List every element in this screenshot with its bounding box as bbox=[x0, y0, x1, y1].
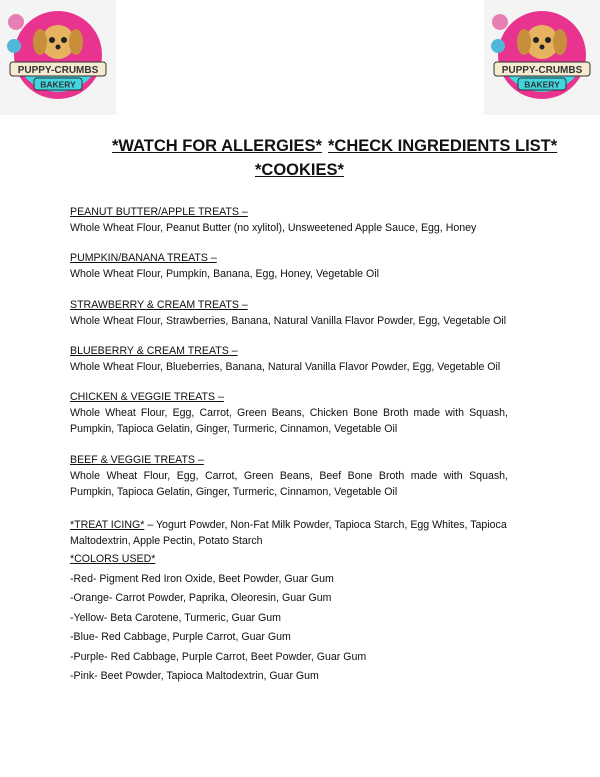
puppy-logo-icon bbox=[0, 0, 116, 115]
bakery-logo-right bbox=[484, 0, 600, 115]
section-ingredients: Whole Wheat Flour, Strawberries, Banana, Natural Vanilla Flavor Powder, Egg, Vegetable Oil bbox=[70, 315, 507, 327]
section-heading: PEANUT BUTTER/APPLE TREATS – bbox=[70, 206, 248, 218]
section-ingredients: Whole Wheat Flour, Peanut Butter (no xylitol), Unsweetened Apple Sauce, Egg, Honey bbox=[70, 222, 477, 234]
section-heading: BLUEBERRY & CREAM TREATS – bbox=[70, 345, 238, 357]
section-ingredients: Whole Wheat Flour, Egg, Carrot, Green Beans, Beef Bone Broth made with Squash, Pumpkin, Tapioca Gelatin, Ginger, Turmeric, Cinnamon, Vegetable Oil bbox=[70, 470, 508, 498]
puppy-logo-icon bbox=[484, 0, 600, 115]
color-item: -Orange- Carrot Powder, Paprika, Oleoresin, Guar Gum bbox=[70, 592, 332, 604]
section-ingredients: Whole Wheat Flour, Blueberries, Banana, Natural Vanilla Flavor Powder, Egg, Vegetable Oil bbox=[70, 361, 501, 373]
color-item: -Red- Pigment Red Iron Oxide, Beet Powder, Guar Gum bbox=[70, 573, 334, 585]
treat-section bbox=[70, 250, 508, 282]
icing-heading: *TREAT ICING* bbox=[70, 519, 145, 531]
treat-section bbox=[70, 452, 508, 500]
icing-ingredients: – Yogurt Powder, Non-Fat Milk Powder, Tapioca Starch, Egg Whites, Tapioca Maltodextrin, Apple Pectin, Potato Starch bbox=[70, 519, 507, 547]
treat-section bbox=[70, 297, 508, 329]
color-item: -Pink- Beet Powder, Tapioca Maltodextrin, Guar Gum bbox=[70, 670, 319, 682]
section-heading: BEEF & VEGGIE TREATS – bbox=[70, 454, 204, 466]
section-ingredients: Whole Wheat Flour, Pumpkin, Banana, Egg, Honey, Vegetable Oil bbox=[70, 268, 379, 280]
colors-heading: *COLORS USED* bbox=[70, 553, 156, 565]
ingredients-warning: *CHECK INGREDIENTS LIST* bbox=[328, 137, 558, 155]
section-heading: CHICKEN & VEGGIE TREATS – bbox=[70, 391, 224, 403]
color-item: -Yellow- Beta Carotene, Turmeric, Guar Gum bbox=[70, 612, 281, 624]
section-heading: PUMPKIN/BANANA TREATS – bbox=[70, 252, 217, 264]
treat-section bbox=[70, 204, 508, 236]
section-heading: STRAWBERRY & CREAM TREATS – bbox=[70, 299, 248, 311]
svg-text:BAKERY: BAKERY bbox=[524, 79, 560, 90]
allergy-warning: *WATCH FOR ALLERGIES* bbox=[112, 137, 322, 155]
svg-text:BAKERY: BAKERY bbox=[40, 79, 76, 90]
treat-section bbox=[70, 343, 508, 375]
page-title: *COOKIES* bbox=[255, 161, 344, 179]
color-item: -Blue- Red Cabbage, Purple Carrot, Guar Gum bbox=[70, 631, 291, 643]
treat-section bbox=[70, 389, 508, 437]
svg-text:PUPPY-CRUMBS: PUPPY-CRUMBS bbox=[501, 65, 583, 76]
color-item: -Purple- Red Cabbage, Purple Carrot, Beet Powder, Guar Gum bbox=[70, 651, 367, 663]
bakery-logo-left bbox=[0, 0, 116, 115]
svg-text:PUPPY-CRUMBS: PUPPY-CRUMBS bbox=[17, 65, 99, 76]
section-ingredients: Whole Wheat Flour, Egg, Carrot, Green Beans, Chicken Bone Broth made with Squash, Pumpkin, Tapioca Gelatin, Ginger, Turmeric, Cinnamon, Vegetable Oil bbox=[70, 407, 508, 435]
icing-section bbox=[70, 517, 508, 549]
